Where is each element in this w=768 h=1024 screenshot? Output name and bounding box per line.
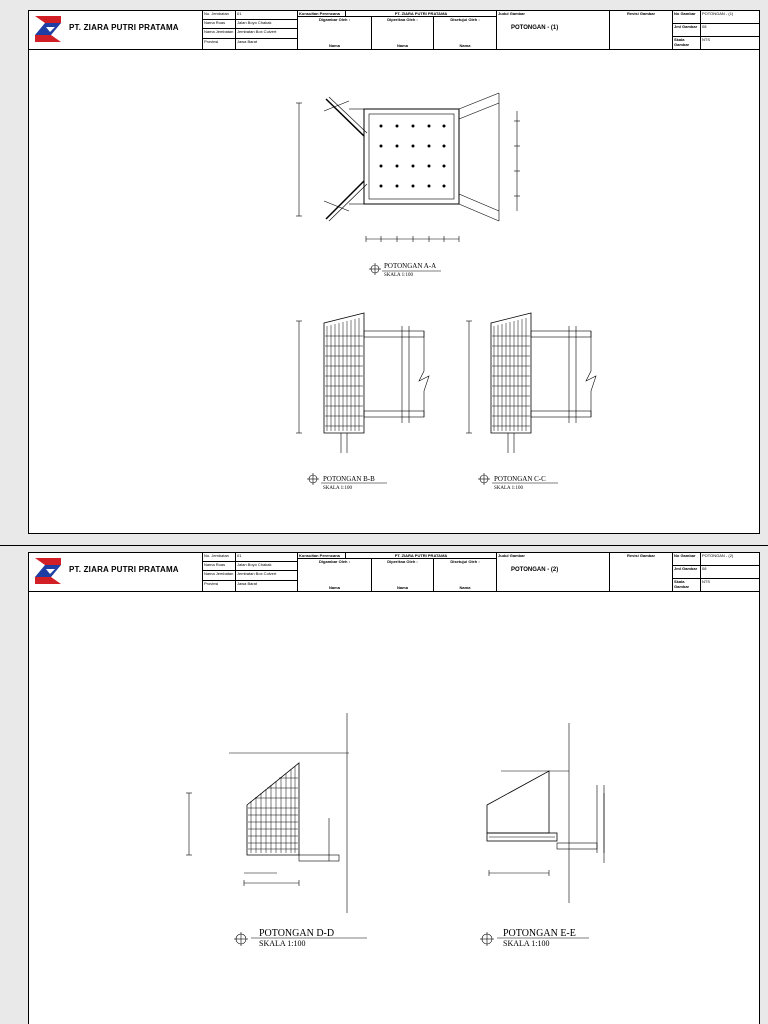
section-bb-drawing: [296, 313, 429, 453]
company-name: PT. ZIARA PUTRI PRATAMA: [69, 23, 179, 32]
label-diperiksa: [372, 17, 434, 49]
section-cc-drawing: [466, 313, 596, 453]
label-skala: Skala Gambar: [673, 579, 701, 591]
drawing-area-2: [29, 593, 759, 1023]
label-no-gambar: No Gambar: [673, 11, 701, 24]
judul-gambar-box: [497, 553, 610, 591]
value-konsultan: PT. ZIARA PUTRI PRATAMA: [346, 553, 497, 559]
disetujui-text: Disetujui Oleh :: [450, 559, 480, 564]
nama-disetujui: Nama: [459, 585, 471, 590]
value-skala: NTS: [702, 37, 710, 42]
label-jml-gambar: Jml Gambar: [673, 566, 701, 579]
section-ee-scale: SKALA 1:100: [503, 939, 550, 948]
label-nama-ruas: Nama Ruas: [203, 562, 236, 571]
value-provinsi: Jawa Barat: [236, 39, 298, 49]
label-konsultan: Konsultan Perencana: [298, 553, 346, 559]
label-judul: Judul Gambar: [498, 553, 525, 558]
label-provinsi: Provinsi: [203, 39, 236, 49]
company-name: PT. ZIARA PUTRI PRATAMA: [69, 565, 179, 574]
label-no-jembatan: No. Jembatan: [203, 11, 236, 20]
company-logo-icon: [33, 14, 63, 44]
label-nama-ruas: Nama Ruas: [203, 20, 236, 29]
drawing-sheet-2: [28, 552, 760, 1024]
section-aa-title: POTONGAN A-A: [384, 262, 437, 270]
value-konsultan: PT. ZIARA PUTRI PRATAMA: [346, 11, 497, 17]
section-dd-scale: SKALA 1:100: [259, 939, 306, 948]
drawing-area-1: [29, 51, 759, 533]
value-provinsi: Jawa Barat: [236, 581, 298, 591]
label-jml-gambar: Jml Gambar: [673, 24, 701, 37]
section-dd-drawing: [186, 713, 349, 913]
section-cc-scale: SKALA 1:100: [494, 486, 524, 491]
label-nama-jembatan: Nama Jembatan: [203, 571, 236, 581]
section-dd-title: POTONGAN D-D: [259, 928, 335, 939]
section-bb-scale: SKALA 1:100: [323, 486, 353, 491]
value-jml-gambar: 08: [701, 24, 759, 37]
label-no-jembatan: No. Jembatan: [203, 553, 236, 562]
section-aa-scale: SKALA 1:100: [384, 273, 414, 278]
diperiksa-text: Diperiksa Oleh :: [387, 17, 418, 22]
label-digambar: [298, 17, 372, 49]
label-nama-jembatan: Nama Jembatan: [203, 29, 236, 39]
digambar-text: Digambar Oleh :: [319, 559, 350, 564]
company-logo-block: [29, 11, 203, 49]
value-nama-jembatan: Jembatan Box Culvert: [236, 571, 298, 581]
label-disetujui: [434, 17, 497, 49]
section-aa-drawing: [296, 93, 520, 242]
section-bb-label: [307, 473, 387, 491]
nama-diperiksa: Nama: [397, 43, 408, 48]
nama-diperiksa: Nama: [397, 585, 408, 590]
value-jml-gambar: 08: [701, 566, 759, 579]
company-logo-block: [29, 553, 203, 591]
label-skala: Skala Gambar: [673, 37, 701, 49]
value-nama-ruas: Jalan Boyo Chakak: [236, 562, 298, 571]
value-judul: POTONGAN - (2): [511, 567, 559, 573]
section-dd-label: [234, 928, 367, 948]
section-bb-title: POTONGAN B-B: [323, 475, 375, 483]
label-diperiksa: [372, 559, 434, 591]
value-no-gambar: POTONGAN - (2): [701, 553, 759, 566]
nama-digambar: Nama: [329, 585, 340, 590]
section-cc-label: [478, 473, 558, 491]
company-logo-icon: [33, 556, 63, 586]
label-revisi: Revisi Gambar: [610, 553, 673, 591]
section-ee-drawing: [487, 723, 604, 903]
diperiksa-text: Diperiksa Oleh :: [387, 559, 418, 564]
judul-gambar-box: [497, 11, 610, 49]
title-block: [29, 553, 759, 592]
label-disetujui: [434, 559, 497, 591]
disetujui-text: Disetujui Oleh :: [450, 17, 480, 22]
value-skala: NTS: [702, 579, 710, 584]
drawing-sheet-1: [28, 10, 760, 534]
label-revisi: Revisi Gambar: [610, 11, 673, 49]
section-ee-title: POTONGAN E-E: [503, 928, 576, 939]
title-block: [29, 11, 759, 50]
value-no-jembatan: 01: [236, 553, 298, 562]
page-separator: [0, 545, 768, 546]
section-cc-title: POTONGAN C-C: [494, 475, 546, 483]
label-digambar: [298, 559, 372, 591]
value-nama-ruas: Jalan Boyo Chakak: [236, 20, 298, 29]
label-no-gambar: No Gambar: [673, 553, 701, 566]
section-aa-label: [369, 262, 441, 278]
value-no-gambar: POTONGAN - (1): [701, 11, 759, 24]
label-konsultan: Konsultan Perencana: [298, 11, 346, 17]
digambar-text: Digambar Oleh :: [319, 17, 350, 22]
label-judul: Judul Gambar: [498, 11, 525, 16]
nama-disetujui: Nama: [459, 43, 471, 48]
section-ee-label: [480, 928, 589, 948]
nama-digambar: Nama: [329, 43, 340, 48]
value-judul: POTONGAN - (1): [511, 25, 559, 31]
value-nama-jembatan: Jembatan Box Culvert: [236, 29, 298, 39]
value-no-jembatan: 01: [236, 11, 298, 20]
label-provinsi: Provinsi: [203, 581, 236, 591]
